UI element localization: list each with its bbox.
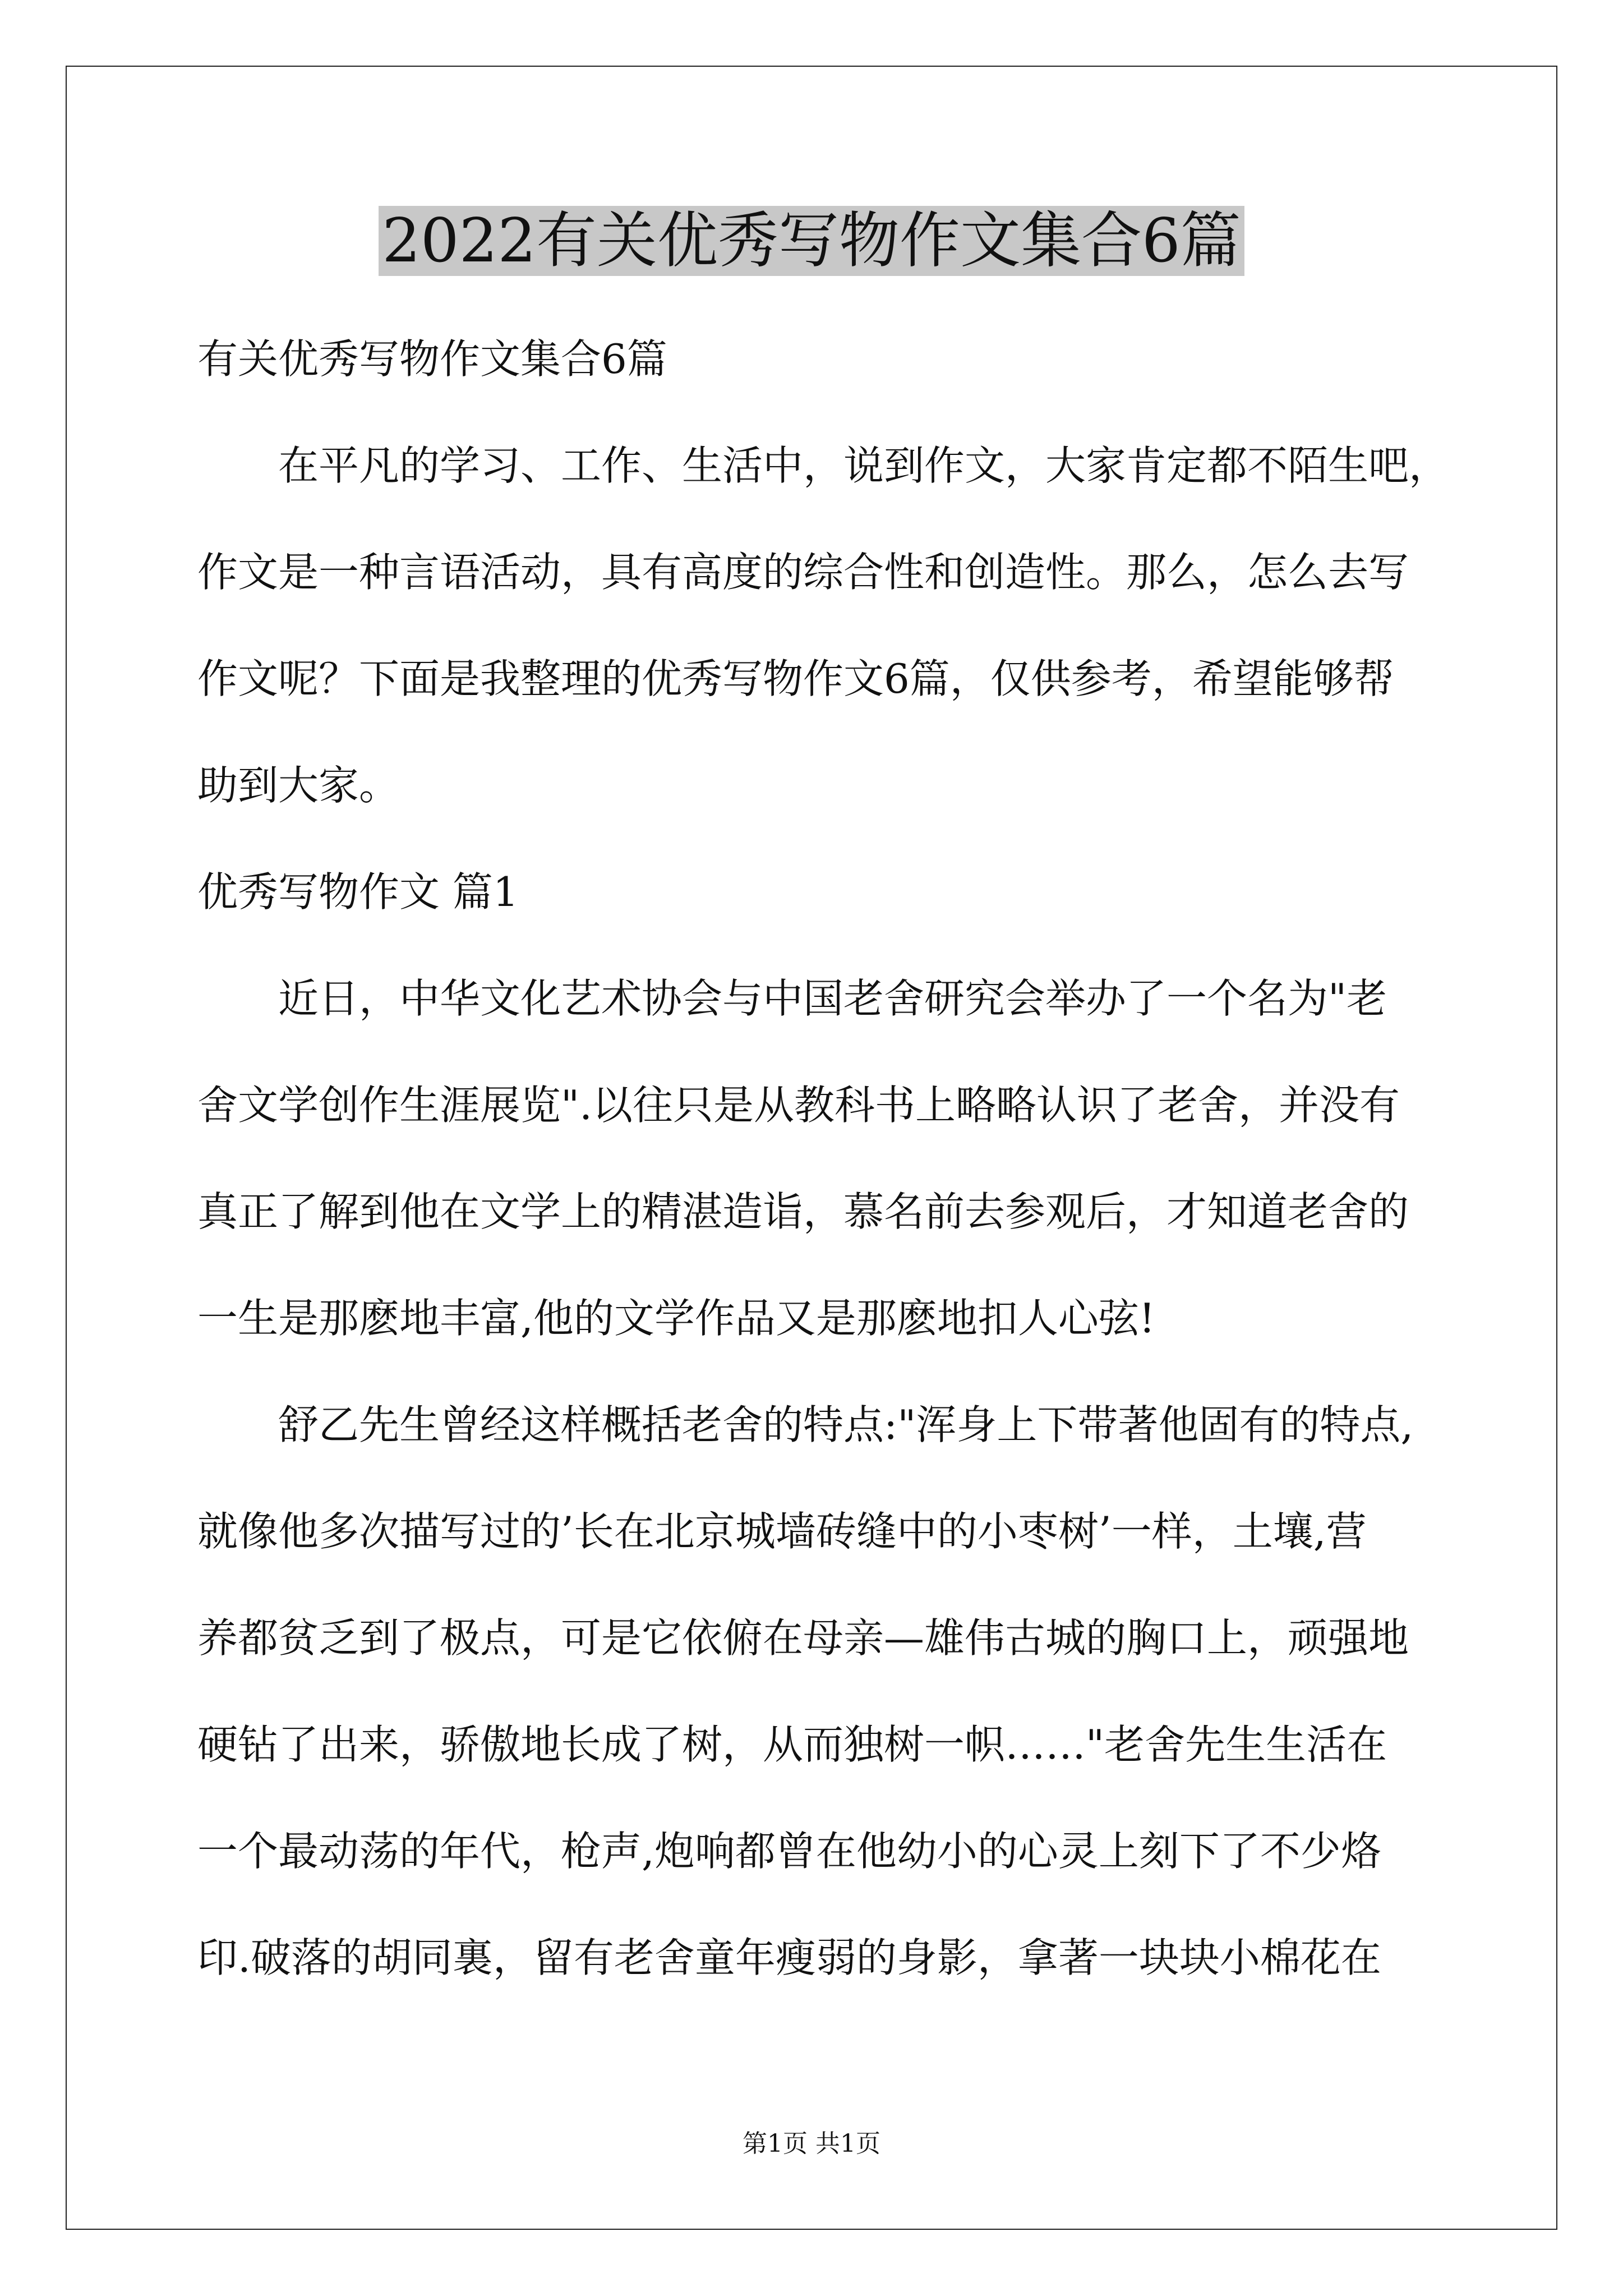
body-line: 一个最动荡的年代，枪声,炮响都曾在他幼小的心灵上刻下了不少烙 bbox=[197, 1828, 1381, 1875]
document-title bbox=[0, 202, 1623, 280]
body-line: 养都贫乏到了极点，可是它依俯在母亲—雄伟古城的胸口上，顽强地 bbox=[197, 1614, 1409, 1662]
body-line: 舍文学创作生涯展览".以往只是从教科书上略略认识了老舍，并没有 bbox=[197, 1082, 1400, 1129]
body-line: 舒乙先生曾经这样概括老舍的特点:"浑身上下带著他固有的特点, bbox=[278, 1401, 1414, 1448]
body-line: 一生是那麽地丰富,他的文学作品又是那麽地扣人心弦! bbox=[197, 1295, 1155, 1342]
body-line: 硬钻了出来，骄傲地长成了树，从而独树一帜……"老舍先生生活在 bbox=[197, 1721, 1387, 1768]
body-line: 作文是一种言语活动，具有高度的综合性和创造性。那么，怎么去写 bbox=[197, 549, 1409, 596]
body-line: 助到大家。 bbox=[197, 762, 400, 809]
body-line: 印.破落的胡同裏，留有老舍童年瘦弱的身影，拿著一块块小棉花在 bbox=[197, 1934, 1381, 1981]
body-line: 有关优秀写物作文集合6篇 bbox=[197, 335, 667, 383]
page-footer: 第1页 共1页 bbox=[743, 2129, 880, 2158]
body-line: 就像他多次描写过的’长在北京城墙砖缝中的小枣树’一样，土壤,营 bbox=[197, 1508, 1367, 1555]
body-line: 在平凡的学习、工作、生活中，说到作文，大家肯定都不陌生吧， bbox=[278, 442, 1450, 489]
document-body bbox=[197, 306, 1450, 2011]
section-heading: 优秀写物作文 篇1 bbox=[197, 868, 519, 915]
title-text: 2022有关优秀写物作文集合6篇 bbox=[379, 206, 1244, 276]
body-line: 真正了解到他在文学上的精湛造诣，慕名前去参观后，才知道老舍的 bbox=[197, 1188, 1409, 1235]
body-line: 近日，中华文化艺术协会与中国老舍研究会举办了一个名为"老 bbox=[278, 975, 1387, 1022]
body-line: 作文呢？下面是我整理的优秀写物作文6篇，仅供参考，希望能够帮 bbox=[197, 655, 1394, 702]
